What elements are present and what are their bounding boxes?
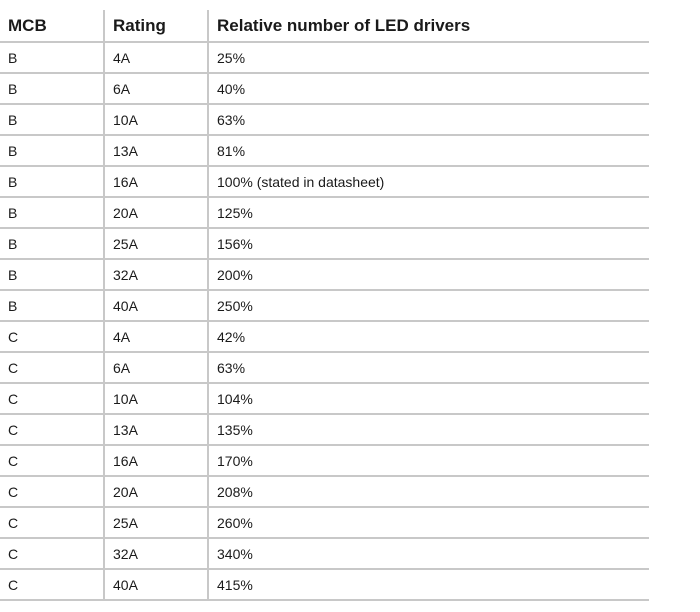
table-row <box>0 259 649 290</box>
table-row <box>0 569 649 600</box>
table-header <box>0 10 649 42</box>
relative-number-cell: 40% <box>208 73 649 104</box>
rating-cell: 16A <box>104 166 208 197</box>
relative-number-cell: 42% <box>208 321 649 352</box>
table-row <box>0 507 649 538</box>
rating-cell: 13A <box>104 414 208 445</box>
table-row <box>0 290 649 321</box>
relative-number-cell: 100% (stated in datasheet) <box>208 166 649 197</box>
header-rating: Rating <box>104 10 208 42</box>
mcb-cell: C <box>0 445 104 476</box>
relative-number-cell: 200% <box>208 259 649 290</box>
mcb-led-driver-table <box>0 10 649 601</box>
relative-number-cell: 208% <box>208 476 649 507</box>
table-row <box>0 135 649 166</box>
mcb-cell: C <box>0 507 104 538</box>
relative-number-cell: 260% <box>208 507 649 538</box>
header-row <box>0 10 649 42</box>
rating-cell: 20A <box>104 476 208 507</box>
relative-number-cell: 250% <box>208 290 649 321</box>
relative-number-cell: 170% <box>208 445 649 476</box>
table-row <box>0 414 649 445</box>
table-row <box>0 197 649 228</box>
relative-number-cell: 415% <box>208 569 649 600</box>
table-row <box>0 104 649 135</box>
relative-number-cell: 25% <box>208 42 649 73</box>
table-row <box>0 42 649 73</box>
rating-cell: 32A <box>104 538 208 569</box>
relative-number-cell: 135% <box>208 414 649 445</box>
table-row <box>0 352 649 383</box>
mcb-cell: B <box>0 42 104 73</box>
table-body <box>0 42 649 600</box>
mcb-cell: B <box>0 197 104 228</box>
relative-number-cell: 125% <box>208 197 649 228</box>
table-row <box>0 228 649 259</box>
table-row <box>0 321 649 352</box>
relative-number-cell: 81% <box>208 135 649 166</box>
mcb-cell: B <box>0 166 104 197</box>
mcb-cell: C <box>0 538 104 569</box>
rating-cell: 13A <box>104 135 208 166</box>
mcb-cell: C <box>0 383 104 414</box>
table-row <box>0 383 649 414</box>
rating-cell: 4A <box>104 321 208 352</box>
relative-number-cell: 104% <box>208 383 649 414</box>
rating-cell: 16A <box>104 445 208 476</box>
table-row <box>0 73 649 104</box>
rating-cell: 25A <box>104 507 208 538</box>
mcb-cell: B <box>0 259 104 290</box>
rating-cell: 32A <box>104 259 208 290</box>
mcb-cell: C <box>0 476 104 507</box>
mcb-cell: C <box>0 321 104 352</box>
mcb-cell: B <box>0 228 104 259</box>
rating-cell: 40A <box>104 569 208 600</box>
mcb-cell: C <box>0 352 104 383</box>
rating-cell: 20A <box>104 197 208 228</box>
rating-cell: 25A <box>104 228 208 259</box>
table-row <box>0 445 649 476</box>
mcb-cell: B <box>0 135 104 166</box>
mcb-cell: C <box>0 414 104 445</box>
relative-number-cell: 156% <box>208 228 649 259</box>
relative-number-cell: 340% <box>208 538 649 569</box>
relative-number-cell: 63% <box>208 352 649 383</box>
rating-cell: 6A <box>104 352 208 383</box>
table-row <box>0 538 649 569</box>
header-mcb: MCB <box>0 10 104 42</box>
rating-cell: 4A <box>104 42 208 73</box>
mcb-cell: B <box>0 104 104 135</box>
mcb-cell: C <box>0 569 104 600</box>
table-row <box>0 476 649 507</box>
rating-cell: 40A <box>104 290 208 321</box>
header-relative-number: Relative number of LED drivers <box>208 10 649 42</box>
rating-cell: 10A <box>104 104 208 135</box>
mcb-cell: B <box>0 290 104 321</box>
rating-cell: 10A <box>104 383 208 414</box>
rating-cell: 6A <box>104 73 208 104</box>
relative-number-cell: 63% <box>208 104 649 135</box>
mcb-cell: B <box>0 73 104 104</box>
table-row <box>0 166 649 197</box>
